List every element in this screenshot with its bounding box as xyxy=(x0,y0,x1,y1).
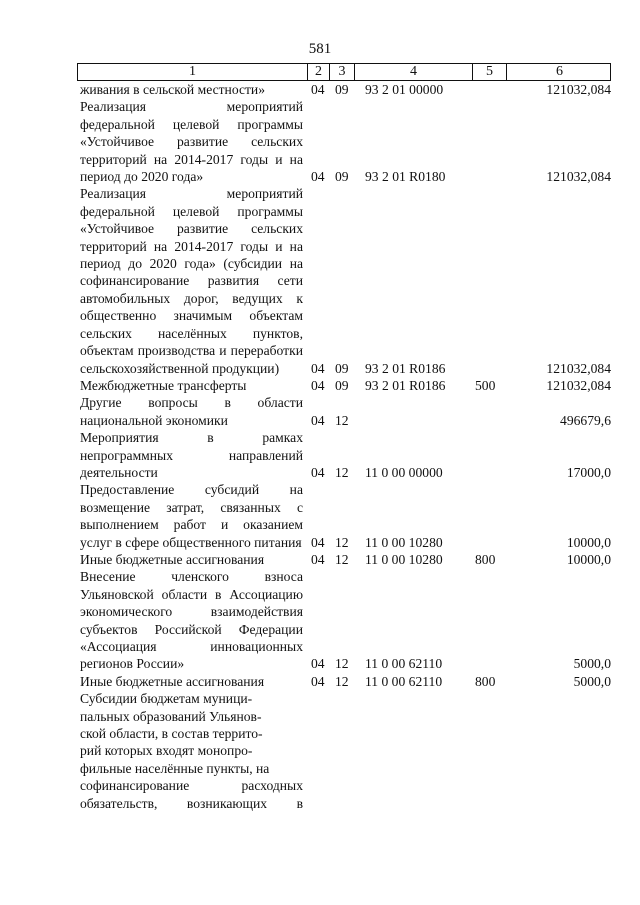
row-target-code: 11 0 00 62110 xyxy=(365,656,443,672)
row-subsection: 09 xyxy=(335,377,349,393)
row-amount: 121032,084 xyxy=(546,377,611,393)
table-row xyxy=(80,673,611,690)
row-section: 04 xyxy=(311,534,325,550)
row-amount: 121032,084 xyxy=(546,360,611,376)
row-name-line: ской области, в состав террито- xyxy=(80,726,263,742)
table-row xyxy=(80,568,611,672)
row-name: Предоставление субсидий на возмещение затрат, связанных с выполнением работ и оказанием услуг в сфере общественного питания xyxy=(80,482,303,550)
row-name: Мероприятия в рамках непрограммных направлений деятельности xyxy=(80,430,303,480)
row-name: Межбюджетные трансферты xyxy=(80,377,247,393)
row-amount: 5000,0 xyxy=(573,656,611,672)
row-section: 04 xyxy=(311,656,325,672)
row-section: 04 xyxy=(311,673,325,689)
row-expense-type: 800 xyxy=(475,673,496,689)
header-col-5: 5 xyxy=(472,64,506,80)
row-name: Другие вопросы в области национальной экономики xyxy=(80,395,303,428)
row-target-code: 93 2 01 R0180 xyxy=(365,169,446,185)
table-row xyxy=(80,394,611,429)
table-row xyxy=(80,377,611,394)
row-target-code: 11 0 00 10280 xyxy=(365,551,443,567)
row-subsection: 12 xyxy=(335,534,349,550)
row-name-line: фильные населённые пункты, на xyxy=(80,760,270,776)
table-header xyxy=(77,63,611,81)
row-name-line: рий которых входят монопро- xyxy=(80,743,253,759)
row-section: 04 xyxy=(311,169,325,185)
row-subsection: 09 xyxy=(335,169,349,185)
row-expense-type: 800 xyxy=(475,551,496,567)
row-subsection: 12 xyxy=(335,464,349,480)
row-amount: 17000,0 xyxy=(566,464,611,480)
table-row xyxy=(80,98,611,185)
row-subsection: 09 xyxy=(335,360,349,376)
row-name-line: Субсидии бюджетам муници- xyxy=(80,691,253,707)
table-row xyxy=(80,551,611,568)
table-row xyxy=(80,185,611,376)
row-subsection: 12 xyxy=(335,656,349,672)
row-name: живания в сельской местности» xyxy=(80,82,265,97)
header-col-4: 4 xyxy=(354,64,472,80)
row-amount: 10000,0 xyxy=(566,551,611,567)
row-target-code: 11 0 00 62110 xyxy=(365,673,443,689)
row-name: Иные бюджетные ассигнования xyxy=(80,673,265,689)
row-name: Внесение членского взноса Ульяновской области в Ассоциацию экономического взаимодействия субъектов Российской Федерации «Ассоциация инновационных регионов России» xyxy=(80,569,303,672)
row-target-code: 11 0 00 10280 xyxy=(365,534,443,550)
table-row-continued xyxy=(80,690,611,812)
row-amount: 10000,0 xyxy=(566,534,611,550)
row-subsection: 12 xyxy=(335,551,349,567)
row-section: 04 xyxy=(311,464,325,480)
row-section: 04 xyxy=(311,377,325,393)
row-subsection: 12 xyxy=(335,412,349,428)
row-subsection: 09 xyxy=(335,82,349,97)
row-name-line: софинансирование расходных xyxy=(80,778,303,794)
row-name: Иные бюджетные ассигнования xyxy=(80,551,265,567)
row-name xyxy=(80,690,307,812)
row-target-code: 93 2 01 R0186 xyxy=(365,360,446,376)
row-name: Реализация мероприятий федеральной целевой программы «Устойчивое развитие сельских территорий на 2014-2017 годы и на период до 2020 года» xyxy=(80,99,303,185)
row-name-line: обязательств, возникающих в xyxy=(80,795,303,811)
row-amount: 121032,084 xyxy=(546,82,611,97)
row-section: 04 xyxy=(311,551,325,567)
header-col-3: 3 xyxy=(329,64,354,80)
row-section: 04 xyxy=(311,360,325,376)
page-number: 581 xyxy=(308,41,332,57)
row-name-line: пальных образований Ульянов- xyxy=(80,708,262,724)
row-target-code: 93 2 01 R0186 xyxy=(365,377,446,393)
table-row xyxy=(80,481,611,551)
row-section: 04 xyxy=(311,82,325,97)
row-target-code: 93 2 01 00000 xyxy=(365,82,444,97)
table-body xyxy=(80,81,611,812)
row-amount: 5000,0 xyxy=(573,673,611,689)
header-col-2: 2 xyxy=(307,64,329,80)
table-row xyxy=(80,81,611,98)
row-section: 04 xyxy=(311,412,325,428)
row-name: Реализация мероприятий федеральной целевой программы «Устойчивое развитие сельских территорий на 2014-2017 годы и на период до 2020 года» (субсидии на софинансирование развития сети автомобильных дорог, ведущих к общественно значимым объектам сельских населённых пунктов, объектам производства и переработки сельскохозяйственной продукции) xyxy=(80,186,303,376)
table-row xyxy=(80,429,611,481)
row-expense-type: 500 xyxy=(475,377,496,393)
header-col-1: 1 xyxy=(189,64,196,79)
row-target-code: 11 0 00 00000 xyxy=(365,464,443,480)
row-amount: 121032,084 xyxy=(546,169,611,185)
row-subsection: 12 xyxy=(335,673,349,689)
row-amount: 496679,6 xyxy=(560,412,611,428)
header-col-6: 6 xyxy=(506,64,612,80)
